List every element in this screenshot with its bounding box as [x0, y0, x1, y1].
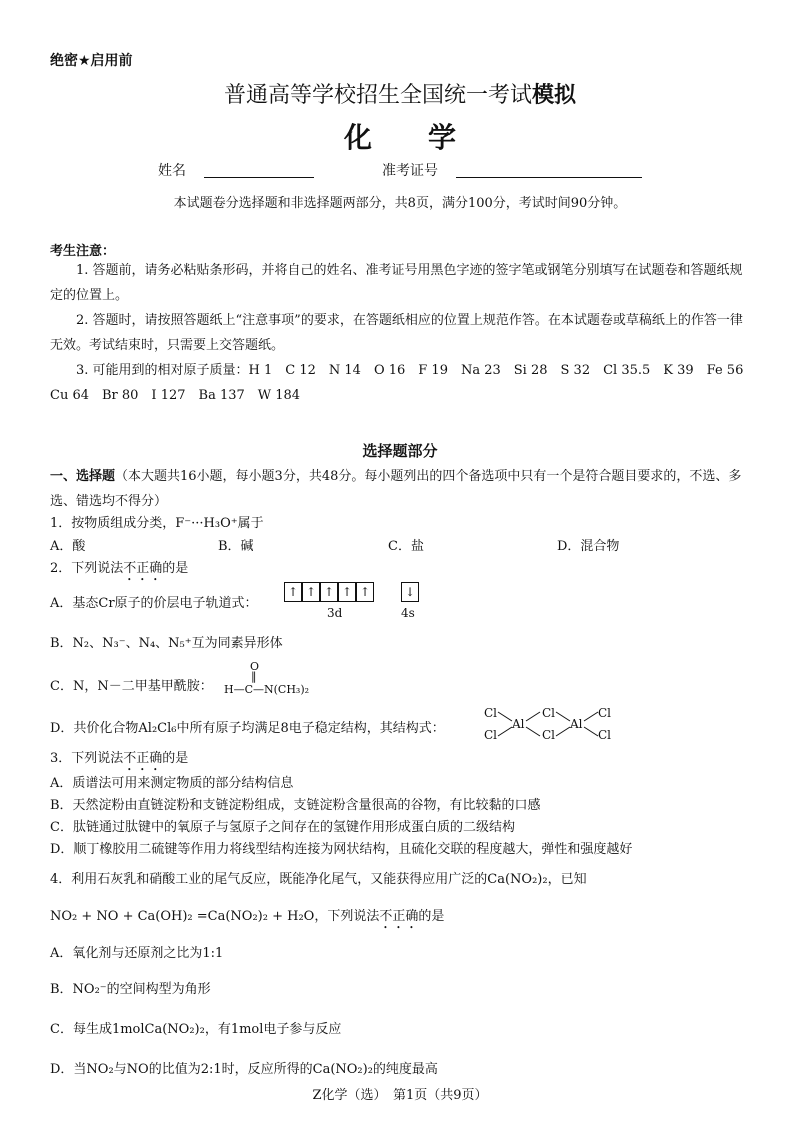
- dmf-o: O: [250, 660, 260, 673]
- q1-option-a: A．酸: [50, 539, 86, 554]
- q3-stem: [50, 747, 188, 774]
- section-title: 选择题部分: [362, 442, 438, 460]
- q3-stem-pre: 3．下列说法: [50, 751, 124, 766]
- section-intro-label: 一、选择题: [50, 469, 116, 484]
- orbital-box: ↑: [356, 582, 374, 602]
- notice-item-2: 2. 答题时，请按照答题纸上“注意事项”的要求，在答题纸相应的位置上规范作答。在本试题卷或草稿纸上的作答一律无效。考试结束时，只需要上交答题纸。: [50, 313, 743, 353]
- q2-option-b: B．N₂、N₃⁻、N₄、N₅⁺互为同素异形体: [50, 636, 283, 651]
- q2-stem-pre: 2．下列说法: [50, 561, 124, 576]
- al2cl6-al-1: Al: [512, 717, 525, 731]
- q2-option-c: C．N，N－二甲基甲酰胺：: [50, 679, 213, 694]
- id-field: [382, 160, 642, 180]
- q4-equation: [50, 905, 444, 932]
- id-blank: [456, 164, 642, 178]
- orbital-box: ↑: [320, 582, 338, 602]
- al2cl6-cl-5: Cl: [598, 706, 612, 720]
- page-footer: Z化学（选） 第1页（共9页）: [312, 1088, 488, 1103]
- q2-option-d: D．共价化合物Al₂Cl₆中所有原子均满足8电子稳定结构，其结构式：: [50, 721, 445, 736]
- orbital-box: ↑: [338, 582, 356, 602]
- q2-orbital-4s: [401, 582, 419, 602]
- q4-equation-post: 的是: [418, 909, 445, 924]
- q4-option-b: B．NO₂⁻的空间构型为角形: [50, 982, 211, 997]
- q4-equation-emphasis: 不正确: [379, 909, 419, 924]
- section-intro: [50, 464, 755, 514]
- q2-stem-post: 的是: [162, 561, 189, 576]
- q3-option-d: D．顺丁橡胶用二硫键等作用力将线型结构连接为网状结构，且硫化交联的程度越大，弹性和强度越好: [50, 842, 633, 857]
- q3-option-b: B．天然淀粉由直链淀粉和支链淀粉组成，支链淀粉含量很高的谷物，有比较黏的口感: [50, 798, 541, 813]
- id-label: 准考证号: [382, 163, 438, 179]
- exam-title-text: 普通高等学校招生全国统一考试: [223, 83, 532, 108]
- orbital-label-4s: 4s: [401, 606, 415, 620]
- al2cl6-cl-2: Cl: [484, 728, 498, 742]
- dmf-chain: H—C—N(CH₃)₂: [224, 683, 310, 696]
- al2cl6-cl-4: Cl: [542, 728, 556, 742]
- al2cl6-cl-3: Cl: [542, 706, 556, 720]
- q4-option-a: A．氧化剂与还原剂之比为1:1: [50, 946, 224, 961]
- q2-stem: [50, 557, 188, 584]
- dmf-double-bond: ‖: [251, 670, 257, 683]
- notice-title: 考生注意：: [50, 244, 116, 259]
- orbital-box: ↑: [284, 582, 302, 602]
- q2-option-a: A．基态Cr原子的价层电子轨道式：: [50, 596, 258, 611]
- name-field: [158, 160, 314, 180]
- orbital-box: ↓: [401, 582, 419, 602]
- secret-label: 绝密★启用前: [50, 53, 133, 69]
- q4-equation-text: NO₂ + NO + Ca(OH)₂ =Ca(NO₂)₂ + H₂O，下列说法: [50, 909, 380, 924]
- q1-option-d: D．混合物: [557, 539, 620, 554]
- q1-stem: 1．按物质组成分类，F⁻···H₃O⁺属于: [50, 516, 264, 531]
- al2cl6-cl-6: Cl: [598, 728, 612, 742]
- q3-stem-post: 的是: [162, 751, 189, 766]
- q4-option-c: C．每生成1molCa(NO₂)₂，有1mol电子参与反应: [50, 1022, 342, 1037]
- section-intro-text: （本大题共16小题，每小题3分，共48分。每小题列出的四个备选项中只有一个是符合题目要求的，不选、多选、错选均不得分）: [50, 469, 742, 509]
- name-blank: [204, 164, 314, 178]
- orbital-label-3d: 3d: [327, 606, 343, 620]
- q2-stem-emphasis: 不正确: [123, 561, 163, 576]
- q3-stem-emphasis: 不正确: [123, 751, 163, 766]
- exam-info: 本试题卷分选择题和非选择题两部分，共8页，满分100分，考试时间90分钟。: [173, 196, 627, 211]
- q1-option-b: B．碱: [218, 539, 254, 554]
- q4-option-d: D．当NO₂与NO的比值为2:1时，反应所得的Ca(NO₂)₂的纯度最高: [50, 1062, 438, 1077]
- exam-title-bold: 模拟: [532, 83, 577, 108]
- al2cl6-al-2: Al: [570, 717, 583, 731]
- q3-option-c: C．肽链通过肽键中的氧原子与氢原子之间存在的氢键作用形成蛋白质的二级结构: [50, 820, 515, 835]
- exam-title: [0, 78, 800, 109]
- orbital-box: ↑: [302, 582, 320, 602]
- q2-orbital-3d: [284, 582, 374, 602]
- al2cl6-cl-1: Cl: [484, 706, 498, 720]
- name-label: 姓名: [158, 163, 186, 179]
- subject-title: 化 学: [343, 121, 456, 154]
- al2cl6-bonds: [484, 704, 614, 748]
- q3-option-a: A．质谱法可用来测定物质的部分结构信息: [50, 776, 294, 791]
- notice-item-1: 1. 答题前，请务必粘贴条形码，并将自己的姓名、准考证号用黑色字迹的签字笔或钢笔分别填写在试题卷和答题纸规定的位置上。: [50, 263, 743, 303]
- notice-item-3: 3. 可能用到的相对原子质量：H 1 C 12 N 14 O 16 F 19 Na 23 Si 28 S 32 Cl 35.5 K 39 Fe 56 Cu 64 Br 80 I 127 Ba 137 W 184: [50, 363, 757, 403]
- q1-option-c: C．盐: [388, 539, 424, 554]
- q4-stem: 4．利用石灰乳和硝酸工业的尾气反应，既能净化尾气，又能获得应用广泛的Ca(NO₂)₂，已知: [50, 872, 587, 887]
